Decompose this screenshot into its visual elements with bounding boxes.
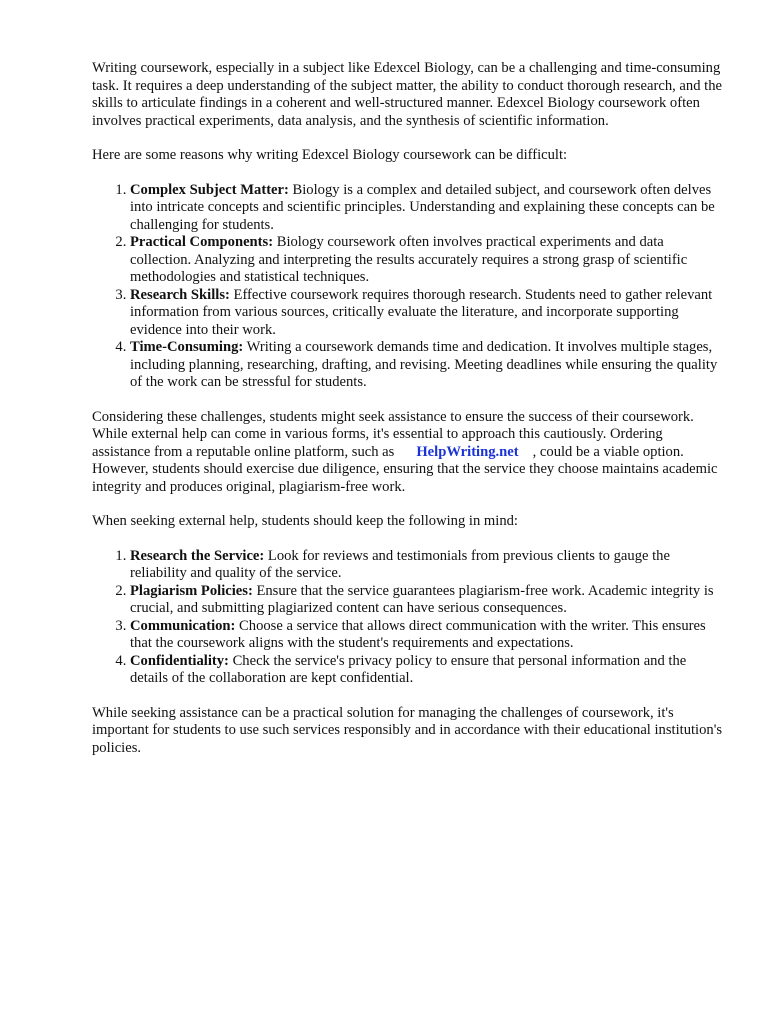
tips-intro: When seeking external help, students should keep the following in mind:	[92, 513, 518, 529]
list-item	[130, 287, 724, 340]
list-item-text: Ensure that the service guarantees plagiarism-free work. Academic integrity is crucial, and submitting plagiarized content can have serious consequences.	[130, 582, 714, 616]
considering-text-after: , could be a viable option. However, students should exercise due diligence, ensuring that the service they choose maintains academic integrity and produces original, plagiarism-free work.	[92, 443, 718, 495]
list-item-text: Writing a coursework demands time and dedication. It involves multiple stages, including planning, researching, drafting, and revising. Meeting deadlines while ensuring the quality of the work can be stressful for students.	[130, 339, 718, 390]
list-item	[130, 583, 724, 618]
list-item	[130, 182, 724, 235]
list-item	[130, 234, 724, 287]
helpwriting-link[interactable]: HelpWriting.net	[416, 443, 519, 460]
list-item-term: Time-Consuming:	[130, 339, 244, 355]
tips-list	[92, 548, 724, 688]
list-item	[130, 548, 724, 583]
considering-text-before: Considering these challenges, students might seek assistance to ensure the success of their coursework. While external help can come in various forms, it's essential to approach this cautiously. Ordering assistance from a reputable online platform, such as	[92, 408, 694, 460]
list-item-text: Check the service's privacy policy to ensure that personal information and the details of the collaboration are kept confidential.	[130, 652, 687, 686]
list-item	[130, 653, 724, 688]
conclusion-paragraph: While seeking assistance can be a practical solution for managing the challenges of coursework, it's important for students to use such services responsibly and in accordance with their educational institution's policies.	[92, 704, 723, 756]
list-item-text: Choose a service that allows direct communication with the writer. This ensures that the coursework aligns with the student's requirements and expectations.	[130, 617, 706, 651]
reasons-list	[92, 182, 724, 392]
list-item	[130, 339, 724, 392]
list-item-term: Research the Service:	[130, 547, 265, 564]
list-item-text: Biology coursework often involves practical experiments and data collection. Analyzing and interpreting the results accurately requires a strong grasp of scientific methodologies and statistical techniques.	[130, 234, 688, 285]
list-item-term: Communication:	[130, 617, 236, 634]
list-item-term: Plagiarism Policies:	[130, 582, 253, 599]
reasons-intro: Here are some reasons why writing Edexcel Biology coursework can be difficult:	[92, 147, 568, 163]
list-item-term: Practical Components:	[130, 234, 274, 250]
document-page	[92, 60, 724, 774]
list-item-term: Research Skills:	[130, 286, 230, 303]
considering-paragraph	[92, 409, 724, 497]
intro-paragraph: Writing coursework, especially in a subject like Edexcel Biology, can be a challenging and time-consuming task. It requires a deep understanding of the subject matter, the ability to conduct thorough research, and the skills to articulate findings in a coherent and well-structured manner. Edexcel Biology coursework often involves practical experiments, data analysis, and the synthesis of scientific information.	[92, 60, 722, 129]
list-item-text: Look for reviews and testimonials from previous clients to gauge the reliability and quality of the service.	[130, 547, 670, 581]
list-item-text: Effective coursework requires thorough research. Students need to gather relevant information from various sources, critically evaluate the literature, and incorporate supporting evidence into their work.	[130, 286, 713, 338]
list-item-text: Biology is a complex and detailed subject, and coursework often delves into intricate concepts and scientific principles. Understanding and explaining these concepts can be challenging for students.	[130, 181, 715, 233]
list-item-term: Confidentiality:	[130, 652, 229, 669]
list-item	[130, 618, 724, 653]
list-item-term: Complex Subject Matter:	[130, 181, 289, 198]
